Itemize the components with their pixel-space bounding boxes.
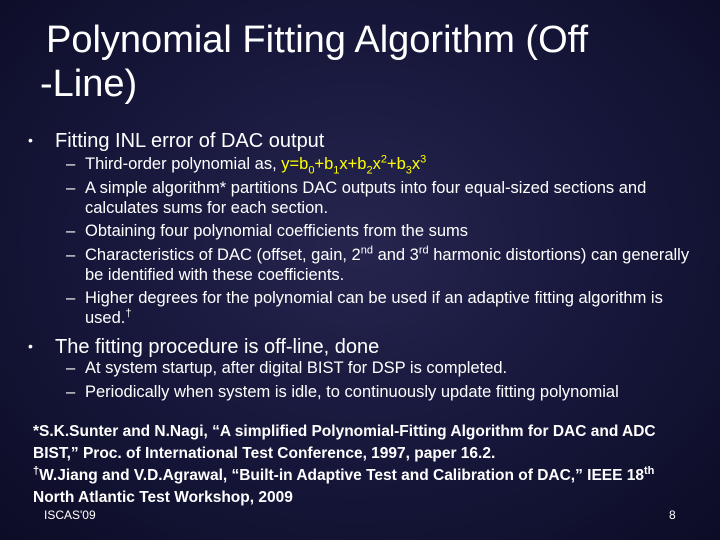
bullet-icon: • [28, 132, 33, 148]
title-line-2: -Line) [40, 63, 138, 105]
sub-item-characteristics [66, 246, 706, 285]
sub-item-text: Obtaining four polynomial coefficients from the sums [85, 222, 469, 240]
bullet-icon: • [28, 338, 33, 354]
sub-item-text: Periodically when system is idle, to continuously update fitting polynomial [85, 383, 619, 401]
slide-title [40, 18, 690, 106]
sub-item-text: At system startup, after digital BIST for DSP is completed. [85, 359, 508, 377]
dash-icon: – [66, 222, 76, 240]
dash-icon: – [66, 246, 76, 264]
sub-item-text: Third-order polynomial as, [85, 155, 277, 173]
dash-icon: – [66, 155, 76, 173]
sub-item-startup [66, 359, 706, 379]
title-line-1: Polynomial Fitting Algorithm (Off [46, 19, 589, 61]
dash-icon: – [66, 383, 76, 401]
footer-conference: ISCAS'09 [44, 508, 96, 522]
bullet-offline [28, 334, 379, 359]
sub-item-simple-algorithm [66, 179, 706, 218]
references [33, 421, 693, 509]
sub-item-obtaining-coefficients [66, 222, 706, 242]
bullet-fitting-inl [28, 128, 324, 153]
bullet-text: The fitting procedure is off-line, done [55, 336, 380, 358]
sub-item-higher-degrees [66, 289, 706, 328]
slide-number: 8 [669, 508, 676, 522]
bullet-text: Fitting INL error of DAC output [55, 130, 325, 152]
reference-2: †W.Jiang and V.D.Agrawal, “Built-in Adaptive Test and Calibration of DAC,” IEEE 18th North Atlantic Test Workshop, 2009 [33, 464, 655, 506]
dash-icon: – [66, 289, 76, 307]
sub-item-periodically [66, 383, 706, 403]
sub-item-text: Higher degrees for the polynomial can be used if an adaptive fitting algorithm is used.† [85, 289, 663, 327]
dash-icon: – [66, 179, 76, 197]
reference-1: *S.K.Sunter and N.Nagi, “A simplified Polynomial-Fitting Algorithm for DAC and ADC BIST,” Proc. of International Test Conference, 1997, paper 16.2. [33, 423, 656, 462]
sub-item-text: Characteristics of DAC (offset, gain, 2nd and 3rd harmonic distortions) can generally be identified with these coefficients. [85, 244, 690, 284]
sub-item-text: A simple algorithm* partitions DAC outputs into four equal-sized sections and calculates sums for each section. [85, 179, 647, 217]
dash-icon: – [66, 359, 76, 377]
polynomial-formula: $y=b_0+b_1x+b_2x^2+b_3x^3$ [281, 153, 427, 177]
sub-item-third-order [66, 155, 706, 175]
